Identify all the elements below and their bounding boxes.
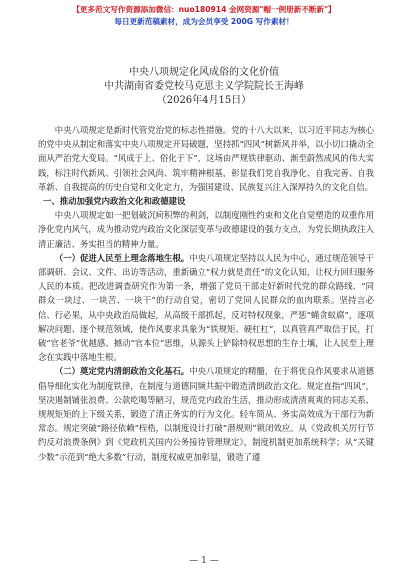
promo-banner: [0, 4, 408, 28]
article-title: 中央八项规定化风成俗的文化价值: [129, 67, 279, 78]
article-header: [0, 66, 408, 108]
article-body: [38, 123, 374, 464]
subsection-2-title: （二）奠定党内清朗政治文化基石。: [54, 366, 190, 377]
paragraph-subsection-1: [38, 251, 374, 365]
page-number: — 1 —: [189, 556, 219, 566]
paragraph-section-1-intro: 中央八项规定如一把划破沉疴积弊的利剑，以制度刚性约束和文化自觉塑造的双重作用净化党内风气，成为推动党内政治文化深层变革与政德建设的强力支点，为党长期执政注入清正廉洁、务实担当的精神力量。: [38, 210, 374, 249]
article-author: 中共湖南省委党校马克思主义学院院长王海峰: [104, 81, 304, 92]
subsection-1-title: （一）促进人民至上理念落地生根。: [54, 252, 190, 263]
section-heading-1: 一、推动加强党内政治文化和政德建设: [43, 196, 186, 207]
subsection-1-text: 中央八项规定坚持以人民为中心，通过规范领导干部调研、会议、文件、出访等活动，重新确立“权力就是责任”的文化认知，让权力回归服务人民的本质。把改进调查研究作为第一条，增强了党员干部走好新时代党的群众路线、“同群众一块过、一块苦、一块干”的行动自觉，密切了党同人民群众的血肉联系。坚持言必信、行必果，从中央政治局做起，从高级干部抓起，反对特权现象，严惩“蝇贪蚁腐”，逐项解决问题、逐个规范领域，使作风要求具象为“铁规矩、硬杠杠”，以真管真严取信于民，打破“官老爷”优越感、撼动“官本位”思维，从源头上铲除特权思想的生存土壤，让人民至上理念在实践中落地生根。: [38, 252, 375, 363]
paragraph-intro: 中央八项规定是新时代管党治党的标志性措施。党的十八大以来，以习近平同志为核心的党中央从制定和落实中央八项规定开局破题，坚持抓“四风”树新风并举，以小切口撬动全面从严治党大变局。“风成于上、俗化于下”，这场由严规铁律驱动、渐至蔚然成风的伟大实践，标注时代新风、引领社会风尚、筑牢精神根基，彰显我们党自我净化、自我完善、自我革新、自我提高的历史自觉和文化定力，为强国建设、民族复兴注入深厚持久的文化自信。: [38, 125, 374, 192]
promo-line-2: 每日更新范稿素材，成为会员享受 200G 写作素材！: [114, 17, 294, 26]
paragraph-subsection-2: [38, 364, 374, 463]
promo-line-1: 【更多范文写作资源添加微信：nuo180914 金网资源"帽一例册新不断新"】: [72, 5, 336, 14]
article-date: （2026年4月15日）: [156, 95, 252, 106]
subsection-2-text: 中央八项规定的精髓，在于将优良作风要求从道德倡导细化实化为制度铁律，在制度与道德同频共振中锻造清朗政治文化。规定直指“四风”，坚决遏制铺张浪费、公款吃喝等陋习，规范党内政治生活，推动形成清清爽爽的同志关系、规规矩矩的上下级关系，锻造了清正务实的行为文化。轻车简从、务实高效成为干部行为新常态。规定突破“路径依赖”桎梏，以制度设计打破“潜规则”锁闭效应。从《党政机关厉行节约反对浪费条例》到《党政机关国内公务接待管理规定》，制度机制更加系统科学；从“关键少数”示范到“绝大多数”行动，制度权威更加彰显，锻造了遵: [38, 366, 375, 462]
